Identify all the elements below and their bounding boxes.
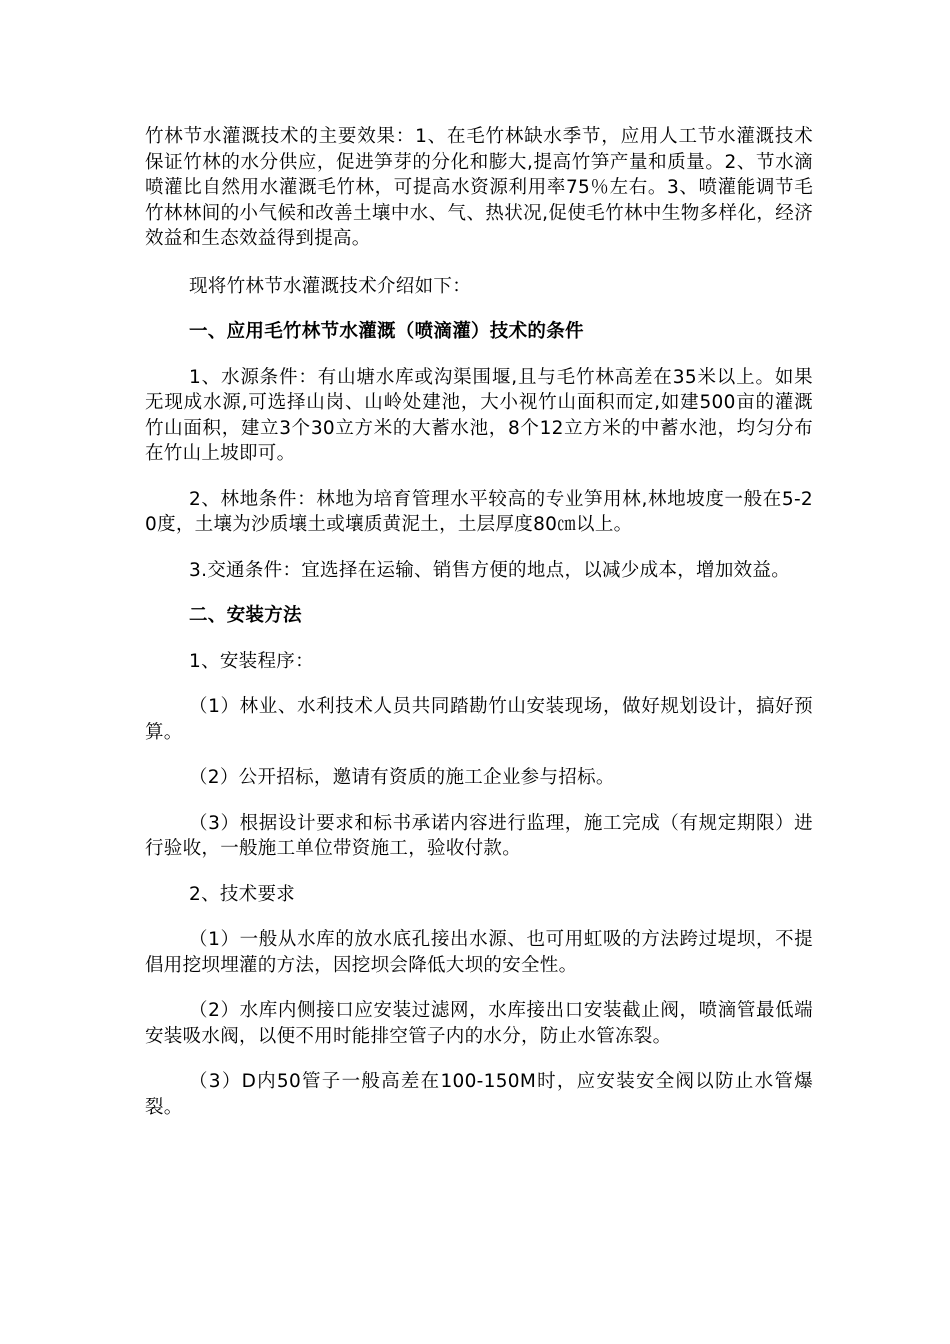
technical-item-1: （1）一般从水库的放水底孔接出水源、也可用虹吸的方法跨过堤坝，不提倡用挖坝埋灌的方法，因挖坝会降低大坝的安全性。 (145, 929, 813, 976)
section-heading-installation: 二、安装方法 (189, 605, 302, 626)
subheading-procedure: 1、安装程序： (189, 650, 314, 672)
subheading-technical: 2、技术要求 (189, 883, 296, 905)
procedure-item-1: （1）林业、水利技术人员共同踏勘竹山安装现场，做好规划设计，搞好预算。 (145, 696, 813, 743)
document-body (145, 124, 813, 1140)
technical-item-2: （2）水库内侧接口应安装过滤网，水库接出口安装截止阀，喷滴管最低端安装吸水阀，以便不用时能排空管子内的水分，防止水管冻裂。 (145, 1000, 813, 1047)
forest-land-paragraph: 2、林地条件：林地为培育管理水平较高的专业笋用林,林地坡度一般在5-20度，土壤为沙质壤土或壤质黄泥土，土层厚度80㎝以上。 (145, 488, 813, 535)
water-source-paragraph: 1、水源条件：有山塘水库或沟渠围堰,且与毛竹林高差在35米以上。如果无现成水源,可选择山岗、山岭处建池，大小视竹山面积而定,如建500亩的灌溉竹山面积，建立3个30立方米的大蓄水池，8个12立方米的中蓄水池，均匀分布在竹山上坡即可。 (145, 366, 813, 464)
technical-item-3: （3）D内50管子一般高差在100-150M时，应安装安全阀以防止水管爆裂。 (145, 1071, 813, 1118)
intro-transition: 现将竹林节水灌溉技术介绍如下： (189, 275, 472, 297)
procedure-item-3: （3）根据设计要求和标书承诺内容进行监理，施工完成（有规定期限）进行验收，一般施工单位带资施工，验收付款。 (145, 812, 813, 859)
section-heading-conditions: 一、应用毛竹林节水灌溉（喷滴灌）技术的条件 (189, 321, 584, 342)
traffic-paragraph: 3.交通条件：宜选择在运输、销售方便的地点，以减少成本，增加效益。 (189, 559, 791, 581)
intro-paragraph: 竹林节水灌溉技术的主要效果：1、在毛竹林缺水季节，应用人工节水灌溉技术保证竹林的水分供应，促进笋芽的分化和膨大,提高竹笋产量和质量。2、节水滴喷灌比自然用水灌溉毛竹林，可提高水资源利用率75％左右。3、喷灌能调节毛竹林林间的小气候和改善土壤中水、气、热状况,促使毛竹林中生物多样化，经济效益和生态效益得到提高。 (145, 126, 813, 249)
procedure-item-2: （2）公开招标，邀请有资质的施工企业参与招标。 (189, 767, 615, 788)
